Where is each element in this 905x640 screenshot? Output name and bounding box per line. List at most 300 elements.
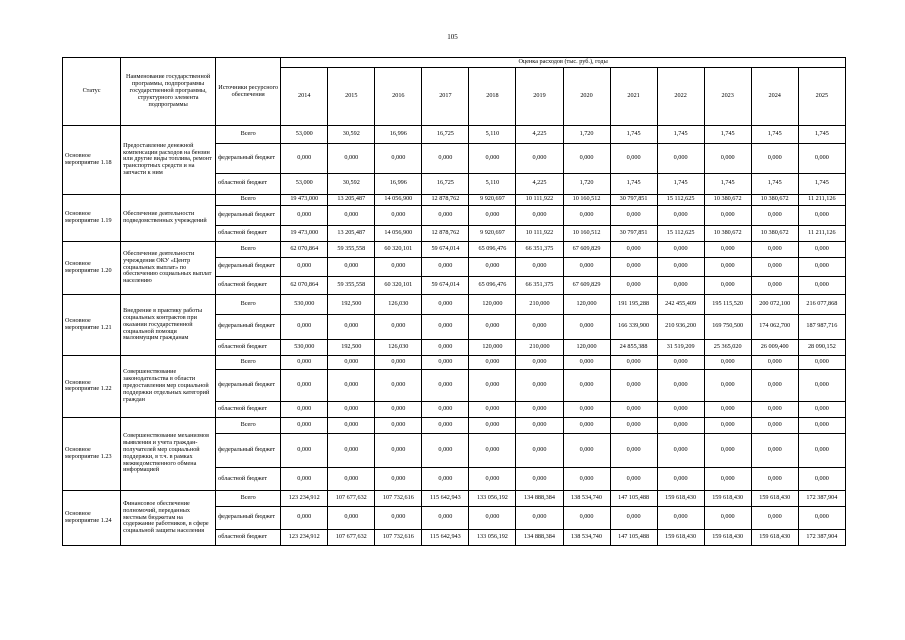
value-cell: 0,000 [516, 433, 563, 467]
funding-source: федеральный бюджет [216, 257, 281, 276]
value-cell: 187 987,716 [798, 314, 845, 339]
funding-source: федеральный бюджет [216, 314, 281, 339]
header-sources: Источники ресурсного обеспечения [216, 58, 281, 126]
value-cell: 0,000 [610, 369, 657, 401]
value-cell: 192,500 [328, 339, 375, 355]
value-cell: 1,745 [751, 174, 798, 195]
funding-source: Всего [216, 241, 281, 257]
value-cell: 200 072,100 [751, 295, 798, 314]
value-cell: 0,000 [563, 144, 610, 174]
value-cell: 0,000 [657, 506, 704, 529]
value-cell: 0,000 [610, 206, 657, 225]
value-cell: 0,000 [657, 257, 704, 276]
value-cell: 0,000 [798, 401, 845, 417]
value-cell: 0,000 [516, 314, 563, 339]
value-cell: 0,000 [798, 257, 845, 276]
funding-source: Всего [216, 355, 281, 369]
value-cell: 1,745 [798, 126, 845, 144]
year-header: 2023 [704, 68, 751, 126]
value-cell: 19 473,000 [281, 194, 328, 205]
value-cell: 0,000 [610, 277, 657, 295]
value-cell: 0,000 [375, 433, 422, 467]
value-cell: 0,000 [281, 355, 328, 369]
funding-source: Всего [216, 126, 281, 144]
value-cell: 1,745 [610, 174, 657, 195]
value-cell: 0,000 [563, 468, 610, 491]
value-cell: 4,225 [516, 174, 563, 195]
value-cell: 0,000 [422, 417, 469, 433]
value-cell: 67 609,829 [563, 241, 610, 257]
value-cell: 191 195,288 [610, 295, 657, 314]
value-cell: 66 351,375 [516, 277, 563, 295]
value-cell: 0,000 [281, 206, 328, 225]
value-cell: 0,000 [657, 241, 704, 257]
value-cell: 172 387,904 [798, 529, 845, 545]
value-cell: 0,000 [704, 468, 751, 491]
funding-source: областной бюджет [216, 339, 281, 355]
value-cell: 0,000 [281, 257, 328, 276]
value-cell: 0,000 [328, 144, 375, 174]
value-cell: 0,000 [657, 206, 704, 225]
value-cell: 0,000 [328, 417, 375, 433]
funding-source: федеральный бюджет [216, 144, 281, 174]
funding-source: Всего [216, 490, 281, 506]
value-cell: 0,000 [328, 506, 375, 529]
value-cell: 159 618,430 [657, 490, 704, 506]
table-row [63, 126, 846, 144]
activity-name: Обеспечение деятельности учреждения ОКУ «Центр социальных выплат» по обеспечению социальных выплат населению [121, 241, 216, 295]
header-estimate: Оценка расходов (тыс. руб.), годы [281, 58, 846, 68]
value-cell: 115 642,943 [422, 490, 469, 506]
value-cell: 0,000 [751, 506, 798, 529]
value-cell: 0,000 [610, 506, 657, 529]
value-cell: 0,000 [798, 506, 845, 529]
value-cell: 1,745 [657, 126, 704, 144]
value-cell: 210,000 [516, 295, 563, 314]
value-cell: 0,000 [422, 339, 469, 355]
value-cell: 530,000 [281, 295, 328, 314]
value-cell: 0,000 [516, 506, 563, 529]
value-cell: 0,000 [563, 506, 610, 529]
value-cell: 1,745 [657, 174, 704, 195]
value-cell: 66 351,375 [516, 241, 563, 257]
value-cell: 25 365,020 [704, 339, 751, 355]
value-cell: 65 096,476 [469, 277, 516, 295]
funding-source: федеральный бюджет [216, 206, 281, 225]
value-cell: 0,000 [610, 241, 657, 257]
value-cell: 1,745 [704, 174, 751, 195]
activity-status: Основное мероприятие 1.21 [63, 295, 121, 356]
value-cell: 126,030 [375, 339, 422, 355]
activity-name: Внедрение в практику работы социальных контрактов при оказании государственной социальной помощи малоимущим гражданам [121, 295, 216, 356]
value-cell: 0,000 [610, 144, 657, 174]
value-cell: 0,000 [563, 401, 610, 417]
value-cell: 159 618,430 [657, 529, 704, 545]
budget-table [62, 57, 846, 546]
value-cell: 134 888,384 [516, 490, 563, 506]
value-cell: 0,000 [563, 314, 610, 339]
value-cell: 0,000 [657, 355, 704, 369]
value-cell: 12 878,762 [422, 225, 469, 241]
value-cell: 24 855,388 [610, 339, 657, 355]
funding-source: областной бюджет [216, 401, 281, 417]
year-header: 2020 [563, 68, 610, 126]
value-cell: 134 888,384 [516, 529, 563, 545]
year-header: 2021 [610, 68, 657, 126]
value-cell: 0,000 [798, 417, 845, 433]
value-cell: 0,000 [798, 241, 845, 257]
value-cell: 133 056,192 [469, 529, 516, 545]
value-cell: 0,000 [328, 369, 375, 401]
value-cell: 0,000 [704, 277, 751, 295]
value-cell: 0,000 [422, 401, 469, 417]
value-cell: 0,000 [328, 257, 375, 276]
value-cell: 0,000 [281, 468, 328, 491]
value-cell: 159 618,430 [704, 529, 751, 545]
value-cell: 10 111,922 [516, 194, 563, 205]
year-header: 2014 [281, 68, 328, 126]
value-cell: 0,000 [563, 433, 610, 467]
value-cell: 10 380,672 [704, 194, 751, 205]
value-cell: 59 355,558 [328, 241, 375, 257]
value-cell: 0,000 [281, 417, 328, 433]
value-cell: 30,592 [328, 126, 375, 144]
value-cell: 172 387,904 [798, 490, 845, 506]
funding-source: областной бюджет [216, 468, 281, 491]
value-cell: 0,000 [798, 206, 845, 225]
value-cell: 0,000 [281, 433, 328, 467]
value-cell: 0,000 [751, 433, 798, 467]
value-cell: 14 056,900 [375, 225, 422, 241]
value-cell: 159 618,430 [751, 490, 798, 506]
value-cell: 0,000 [610, 417, 657, 433]
value-cell: 0,000 [563, 206, 610, 225]
value-cell: 15 112,625 [657, 225, 704, 241]
value-cell: 530,000 [281, 339, 328, 355]
activity-status: Основное мероприятие 1.19 [63, 194, 121, 241]
year-header: 2022 [657, 68, 704, 126]
value-cell: 0,000 [798, 144, 845, 174]
funding-source: Всего [216, 295, 281, 314]
value-cell: 0,000 [516, 355, 563, 369]
activity-status: Основное мероприятие 1.22 [63, 355, 121, 417]
value-cell: 0,000 [751, 355, 798, 369]
value-cell: 0,000 [704, 401, 751, 417]
activity-name: Совершенствование механизмов выявления и учета граждан-получателей мер социальной поддержки, в т.ч. в рамках межведомственного обмена информацией [121, 417, 216, 490]
value-cell: 210 936,200 [657, 314, 704, 339]
value-cell: 115 642,943 [422, 529, 469, 545]
value-cell: 0,000 [328, 401, 375, 417]
activity-name: Совершенствование законодательства в области предоставления мер социальной поддержки отдельных категорий граждан [121, 355, 216, 417]
value-cell: 123 234,912 [281, 490, 328, 506]
table-row [63, 355, 846, 369]
value-cell: 195 115,520 [704, 295, 751, 314]
value-cell: 0,000 [422, 433, 469, 467]
value-cell: 0,000 [798, 355, 845, 369]
year-header: 2015 [328, 68, 375, 126]
value-cell: 0,000 [798, 433, 845, 467]
value-cell: 0,000 [516, 401, 563, 417]
value-cell: 1,745 [798, 174, 845, 195]
value-cell: 0,000 [469, 433, 516, 467]
funding-source: областной бюджет [216, 277, 281, 295]
year-header: 2017 [422, 68, 469, 126]
value-cell: 0,000 [657, 468, 704, 491]
value-cell: 0,000 [375, 206, 422, 225]
value-cell: 120,000 [563, 295, 610, 314]
value-cell: 107 677,632 [328, 490, 375, 506]
value-cell: 0,000 [657, 369, 704, 401]
value-cell: 0,000 [657, 401, 704, 417]
value-cell: 0,000 [281, 369, 328, 401]
value-cell: 0,000 [704, 355, 751, 369]
table-row [63, 417, 846, 433]
value-cell: 10 380,672 [751, 225, 798, 241]
value-cell: 0,000 [751, 257, 798, 276]
value-cell: 53,000 [281, 126, 328, 144]
value-cell: 10 380,672 [751, 194, 798, 205]
value-cell: 0,000 [657, 433, 704, 467]
table-row [63, 295, 846, 314]
funding-source: областной бюджет [216, 225, 281, 241]
value-cell: 0,000 [704, 417, 751, 433]
value-cell: 10 160,512 [563, 225, 610, 241]
activity-name: Предоставление денежной компенсации расходов на бензин или другие виды топлива, ремонт транспортных средств и на запчасти к ним [121, 126, 216, 195]
activity-status: Основное мероприятие 1.20 [63, 241, 121, 295]
value-cell: 126,030 [375, 295, 422, 314]
value-cell: 0,000 [469, 506, 516, 529]
year-header: 2024 [751, 68, 798, 126]
table-body [63, 126, 846, 546]
value-cell: 0,000 [751, 369, 798, 401]
value-cell: 120,000 [469, 339, 516, 355]
value-cell: 16,996 [375, 174, 422, 195]
value-cell: 0,000 [704, 257, 751, 276]
value-cell: 120,000 [563, 339, 610, 355]
value-cell: 59 355,558 [328, 277, 375, 295]
activity-status: Основное мероприятие 1.23 [63, 417, 121, 490]
value-cell: 59 674,014 [422, 277, 469, 295]
value-cell: 0,000 [751, 277, 798, 295]
value-cell: 0,000 [281, 314, 328, 339]
value-cell: 60 320,101 [375, 241, 422, 257]
value-cell: 138 534,740 [563, 529, 610, 545]
value-cell: 0,000 [375, 314, 422, 339]
value-cell: 9 920,697 [469, 225, 516, 241]
activity-name: Обеспечение деятельности подведомственных учреждений [121, 194, 216, 241]
value-cell: 0,000 [516, 257, 563, 276]
value-cell: 65 096,476 [469, 241, 516, 257]
value-cell: 0,000 [610, 468, 657, 491]
value-cell: 0,000 [563, 417, 610, 433]
value-cell: 123 234,912 [281, 529, 328, 545]
value-cell: 60 320,101 [375, 277, 422, 295]
value-cell: 0,000 [328, 206, 375, 225]
value-cell: 10 160,512 [563, 194, 610, 205]
funding-source: областной бюджет [216, 529, 281, 545]
value-cell: 107 732,616 [375, 490, 422, 506]
value-cell: 133 056,192 [469, 490, 516, 506]
value-cell: 0,000 [422, 314, 469, 339]
value-cell: 11 211,126 [798, 225, 845, 241]
value-cell: 0,000 [704, 506, 751, 529]
value-cell: 0,000 [375, 144, 422, 174]
value-cell: 10 111,922 [516, 225, 563, 241]
value-cell: 1,745 [610, 126, 657, 144]
value-cell: 147 105,488 [610, 490, 657, 506]
value-cell: 0,000 [704, 206, 751, 225]
value-cell: 0,000 [563, 369, 610, 401]
value-cell: 138 534,740 [563, 490, 610, 506]
value-cell: 0,000 [422, 369, 469, 401]
value-cell: 4,225 [516, 126, 563, 144]
value-cell: 0,000 [375, 506, 422, 529]
table-row [63, 490, 846, 506]
value-cell: 0,000 [328, 314, 375, 339]
value-cell: 0,000 [469, 206, 516, 225]
value-cell: 0,000 [516, 417, 563, 433]
value-cell: 9 920,697 [469, 194, 516, 205]
value-cell: 0,000 [657, 277, 704, 295]
value-cell: 0,000 [469, 417, 516, 433]
value-cell: 0,000 [704, 241, 751, 257]
value-cell: 5,110 [469, 126, 516, 144]
value-cell: 0,000 [281, 401, 328, 417]
activity-status: Основное мероприятие 1.24 [63, 490, 121, 545]
value-cell: 0,000 [422, 355, 469, 369]
value-cell: 11 211,126 [798, 194, 845, 205]
funding-source: федеральный бюджет [216, 369, 281, 401]
value-cell: 30,592 [328, 174, 375, 195]
value-cell: 13 205,487 [328, 225, 375, 241]
value-cell: 0,000 [798, 369, 845, 401]
value-cell: 0,000 [422, 206, 469, 225]
year-header: 2019 [516, 68, 563, 126]
value-cell: 0,000 [422, 295, 469, 314]
value-cell: 0,000 [657, 417, 704, 433]
funding-source: областной бюджет [216, 174, 281, 195]
activity-status: Основное мероприятие 1.18 [63, 126, 121, 195]
value-cell: 30 797,851 [610, 225, 657, 241]
funding-source: федеральный бюджет [216, 506, 281, 529]
value-cell: 0,000 [610, 401, 657, 417]
value-cell: 0,000 [375, 468, 422, 491]
value-cell: 0,000 [375, 369, 422, 401]
value-cell: 0,000 [798, 468, 845, 491]
funding-source: Всего [216, 194, 281, 205]
value-cell: 0,000 [469, 257, 516, 276]
value-cell: 62 070,864 [281, 277, 328, 295]
value-cell: 169 750,500 [704, 314, 751, 339]
value-cell: 0,000 [375, 355, 422, 369]
value-cell: 192,500 [328, 295, 375, 314]
value-cell: 0,000 [751, 241, 798, 257]
value-cell: 28 090,152 [798, 339, 845, 355]
value-cell: 0,000 [469, 369, 516, 401]
value-cell: 0,000 [704, 369, 751, 401]
value-cell: 1,745 [751, 126, 798, 144]
value-cell: 0,000 [375, 401, 422, 417]
value-cell: 53,000 [281, 174, 328, 195]
value-cell: 16,996 [375, 126, 422, 144]
value-cell: 166 339,900 [610, 314, 657, 339]
value-cell: 1,720 [563, 126, 610, 144]
value-cell: 0,000 [751, 144, 798, 174]
value-cell: 159 618,430 [704, 490, 751, 506]
value-cell: 216 077,868 [798, 295, 845, 314]
value-cell: 5,110 [469, 174, 516, 195]
page-number: 105 [447, 33, 458, 41]
value-cell: 0,000 [516, 144, 563, 174]
value-cell: 0,000 [469, 468, 516, 491]
value-cell: 147 105,488 [610, 529, 657, 545]
value-cell: 0,000 [563, 257, 610, 276]
value-cell: 26 009,400 [751, 339, 798, 355]
funding-source: Всего [216, 417, 281, 433]
value-cell: 14 056,900 [375, 194, 422, 205]
value-cell: 13 205,487 [328, 194, 375, 205]
year-header: 2025 [798, 68, 845, 126]
value-cell: 62 070,864 [281, 241, 328, 257]
value-cell: 0,000 [610, 433, 657, 467]
value-cell: 15 112,625 [657, 194, 704, 205]
value-cell: 242 455,409 [657, 295, 704, 314]
value-cell: 0,000 [469, 355, 516, 369]
value-cell: 1,745 [704, 126, 751, 144]
value-cell: 0,000 [704, 433, 751, 467]
value-cell: 0,000 [798, 277, 845, 295]
value-cell: 0,000 [422, 468, 469, 491]
value-cell: 107 732,616 [375, 529, 422, 545]
value-cell: 0,000 [422, 144, 469, 174]
value-cell: 0,000 [657, 144, 704, 174]
value-cell: 107 677,632 [328, 529, 375, 545]
value-cell: 0,000 [328, 433, 375, 467]
value-cell: 210,000 [516, 339, 563, 355]
value-cell: 59 674,014 [422, 241, 469, 257]
value-cell: 0,000 [328, 355, 375, 369]
value-cell: 0,000 [422, 257, 469, 276]
funding-source: федеральный бюджет [216, 433, 281, 467]
table-row [63, 241, 846, 257]
value-cell: 19 473,000 [281, 225, 328, 241]
value-cell: 0,000 [375, 257, 422, 276]
activity-name: Финансовое обеспечение полномочий, переданных местным бюджетам на содержание работников, в сфере социальной защиты населения [121, 490, 216, 545]
value-cell: 67 609,829 [563, 277, 610, 295]
value-cell: 30 797,851 [610, 194, 657, 205]
value-cell: 0,000 [422, 506, 469, 529]
year-header: 2016 [375, 68, 422, 126]
value-cell: 16,725 [422, 174, 469, 195]
header-name: Наименование государственной программы, подпрограммы государственной программы, структурного элемента подпрограммы [121, 58, 216, 126]
value-cell: 0,000 [751, 206, 798, 225]
value-cell: 120,000 [469, 295, 516, 314]
header-status: Статус [63, 58, 121, 126]
value-cell: 0,000 [328, 468, 375, 491]
value-cell: 0,000 [281, 506, 328, 529]
value-cell: 0,000 [751, 468, 798, 491]
value-cell: 0,000 [751, 401, 798, 417]
value-cell: 0,000 [375, 417, 422, 433]
table-row [63, 194, 846, 205]
value-cell: 31 519,209 [657, 339, 704, 355]
value-cell: 0,000 [751, 417, 798, 433]
value-cell: 0,000 [516, 369, 563, 401]
value-cell: 0,000 [469, 144, 516, 174]
value-cell: 159 618,430 [751, 529, 798, 545]
value-cell: 10 380,672 [704, 225, 751, 241]
value-cell: 0,000 [469, 314, 516, 339]
